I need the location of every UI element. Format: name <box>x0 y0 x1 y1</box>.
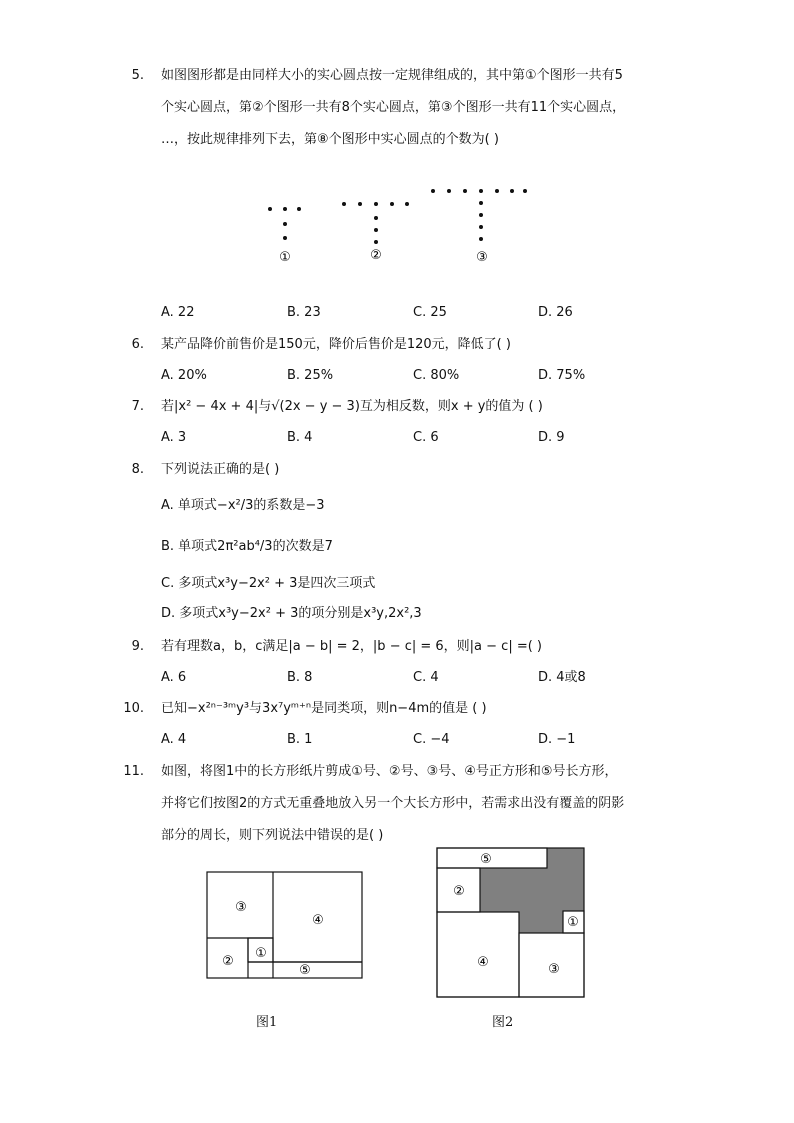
question-number: 7. <box>131 399 144 414</box>
option-c[interactable]: C. −4 <box>413 732 450 747</box>
fig-label-2: ② <box>370 248 382 263</box>
piece-label-3: ③ <box>235 900 247 915</box>
question-text: 某产品降价前售价是150元，降价后售价是120元，降低了( ) <box>161 337 511 352</box>
option-a[interactable]: A. 20% <box>161 368 207 383</box>
option-a[interactable]: A. 单项式−x²/3的系数是−3 <box>161 498 325 513</box>
option-c[interactable]: C. 80% <box>413 368 460 383</box>
options-row <box>161 730 701 750</box>
option-c[interactable]: C. 多项式x³y−2x² + 3是四次三项式 <box>161 576 376 591</box>
option-d[interactable]: D. 75% <box>538 368 586 383</box>
question-number: 11. <box>123 764 144 779</box>
piece-label-1: ① <box>255 946 267 961</box>
question-number: 9. <box>131 639 144 654</box>
figure-1-rectangle-pieces <box>200 866 370 986</box>
option-c[interactable]: C. 4 <box>413 670 439 685</box>
options-row <box>161 303 701 323</box>
piece-label-2: ② <box>222 954 234 969</box>
option-d[interactable]: D. 9 <box>538 430 565 445</box>
piece-label-1: ① <box>567 915 579 930</box>
piece-label-5: ⑤ <box>480 852 492 867</box>
option-c[interactable]: C. 25 <box>413 305 447 320</box>
question-number: 10. <box>123 701 144 716</box>
question-text: 下列说法正确的是( ) <box>161 462 280 477</box>
option-b[interactable]: B. 8 <box>287 670 313 685</box>
option-d[interactable]: D. 26 <box>538 305 573 320</box>
option-d[interactable]: D. −1 <box>538 732 576 747</box>
piece-label-5: ⑤ <box>299 963 311 978</box>
figure-2-assembled-rectangle <box>430 842 590 1002</box>
option-b[interactable]: B. 25% <box>287 368 334 383</box>
option-d[interactable]: D. 4或8 <box>538 670 586 685</box>
figure-2-caption: 图2 <box>492 1015 514 1030</box>
piece-label-4: ④ <box>312 913 324 928</box>
figure-1-caption: 图1 <box>256 1015 278 1030</box>
option-d[interactable]: D. 多项式x³y−2x² + 3的项分别是x³y,2x²,3 <box>161 606 422 621</box>
option-b[interactable]: B. 4 <box>287 430 313 445</box>
option-b[interactable]: B. 单项式2π²ab⁴/3的次数是7 <box>161 539 333 554</box>
options-row <box>161 366 701 386</box>
option-a[interactable]: A. 3 <box>161 430 187 445</box>
question-number: 8. <box>131 462 144 477</box>
question-text: 若|x² − 4x + 4|与√(2x − y − 3)互为相反数，则x + y的值为 ( ) <box>161 399 543 414</box>
fig-label-1: ① <box>279 250 291 265</box>
fig-label-3: ③ <box>476 250 488 265</box>
options-row <box>161 668 701 688</box>
question-text-line3: …，按此规律排列下去，第⑧个图形中实心圆点的个数为( ) <box>161 132 499 147</box>
options-row <box>161 428 701 448</box>
option-b[interactable]: B. 1 <box>287 732 313 747</box>
piece-label-2: ② <box>453 884 465 899</box>
option-a[interactable]: A. 22 <box>161 305 195 320</box>
question-text-line2: 并将它们按图2的方式无重叠地放入另一个大长方形中，若需求出没有覆盖的阴影 <box>161 796 625 811</box>
question-number: 5. <box>131 68 144 83</box>
question-number: 6. <box>131 337 144 352</box>
option-a[interactable]: A. 4 <box>161 732 187 747</box>
question-text: 若有理数a，b，c满足|a − b| = 2，|b − c| = 6，则|a − c| =( ) <box>161 639 543 654</box>
dot-pattern-figure <box>0 178 794 278</box>
option-a[interactable]: A. 6 <box>161 670 187 685</box>
piece-label-4: ④ <box>477 955 489 970</box>
question-text-line1: 如图，将图1中的长方形纸片剪成①号、②号、③号、④号正方形和⑤号长方形， <box>161 764 618 779</box>
option-c[interactable]: C. 6 <box>413 430 439 445</box>
question-text-line1: 如图图形都是由同样大小的实心圆点按一定规律组成的，其中第①个图形一共有5 <box>161 68 623 83</box>
question-text-line3: 部分的周长，则下列说法中错误的是( ) <box>161 828 384 843</box>
piece-label-3: ③ <box>548 962 560 977</box>
question-text-line2: 个实心圆点，第②个图形一共有8个实心圆点，第③个图形一共有11个实心圆点， <box>161 100 626 115</box>
question-text: 已知−x²ⁿ⁻³ᵐy³与3x⁷yᵐ⁺ⁿ是同类项，则n−4m的值是 ( ) <box>161 701 487 716</box>
option-b[interactable]: B. 23 <box>287 305 321 320</box>
